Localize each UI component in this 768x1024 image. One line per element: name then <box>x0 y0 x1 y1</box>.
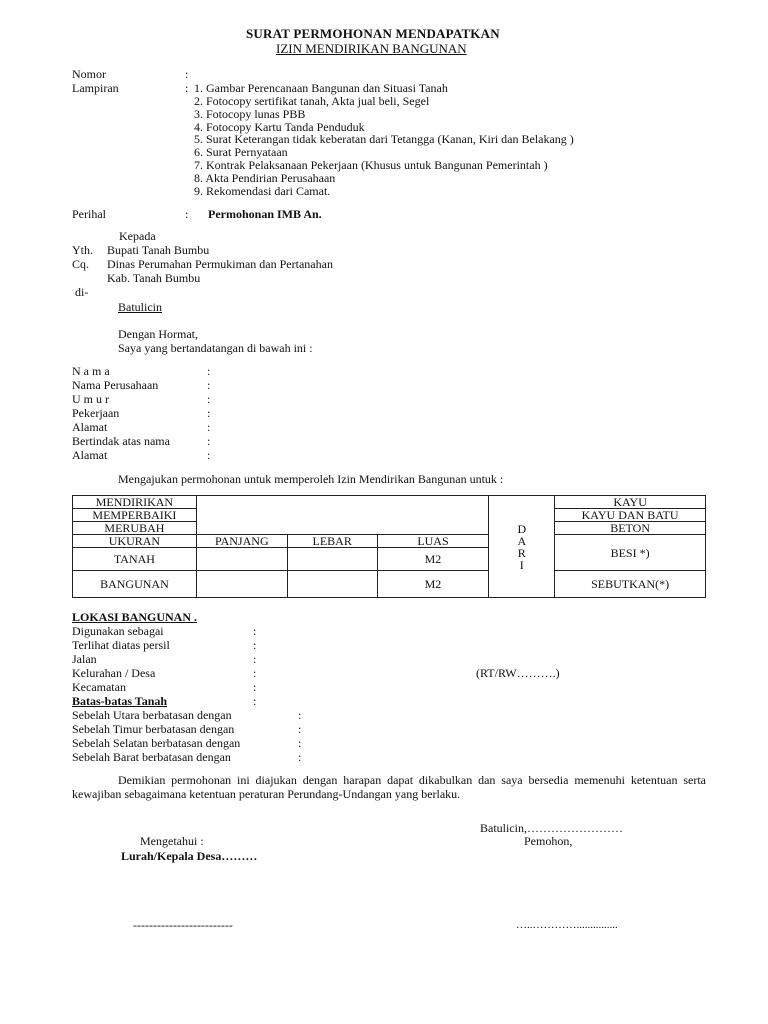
dari-letter: A <box>517 533 527 548</box>
batas-label: Sebelah Barat berbatasan dengan <box>72 750 231 764</box>
perihal-label: Perihal <box>72 207 106 221</box>
lokasi-title: LOKASI BANGUNAN . <box>72 610 198 624</box>
cell-beton: BETON <box>555 522 706 535</box>
place-date: Batulicin,…………………… <box>480 821 623 835</box>
kepada: Kepada <box>119 229 156 243</box>
di-label: di- <box>75 285 89 299</box>
identity-label: Bertindak atas nama <box>72 434 170 448</box>
cell-mendirikan: MENDIRIKAN <box>73 496 197 509</box>
lokasi-title-text: LOKASI BANGUNAN <box>72 610 192 624</box>
cq-value: Dinas Perumahan Permukiman dan Pertanahan <box>107 257 333 271</box>
lokasi-colon: : <box>253 680 257 694</box>
lampiran-item: 3. Fotocopy lunas PBB <box>194 107 306 121</box>
document-title: SURAT PERMOHONAN MENDAPATKAN <box>246 26 500 41</box>
cell-bangunan: BANGUNAN <box>73 571 197 598</box>
pemohon: Pemohon, <box>524 834 573 848</box>
batas-colon: : <box>298 708 302 722</box>
identity-colon: : <box>207 420 211 434</box>
lampiran-item: 2. Fotocopy sertifikat tanah, Akta jual beli, Segel <box>194 94 430 108</box>
cq-label: Cq. <box>72 257 90 271</box>
nomor-colon: : <box>185 67 189 81</box>
building-table <box>72 495 706 598</box>
request-sentence: Mengajukan permohonan untuk memperoleh Izin Mendirikan Bangunan untuk : <box>118 472 504 486</box>
batas-colon: : <box>298 736 302 750</box>
signature-line-left: ------------------------- <box>133 918 233 932</box>
cell-panjang: PANJANG <box>196 535 287 548</box>
batas-colon: : <box>298 750 302 764</box>
greeting: Dengan Hormat, <box>118 327 198 341</box>
cell-merubah: MERUBAH <box>73 522 197 535</box>
dari-letter: D <box>517 521 527 536</box>
lokasi-label: Terlihat diatas persil <box>72 638 170 652</box>
perihal-colon: : <box>185 207 189 221</box>
batas-colon: : <box>298 722 302 736</box>
yth-value: Bupati Tanah Bumbu <box>107 243 210 257</box>
signature-line-right: …..…………............... <box>516 919 618 931</box>
lokasi-label: Kelurahan / Desa <box>72 666 156 680</box>
lampiran-item: 4. Fotocopy Kartu Tanda Penduduk <box>194 120 365 134</box>
cell-kayu-batu: KAYU DAN BATU <box>555 509 706 522</box>
cell-bangunan-panjang <box>196 571 287 598</box>
batas-title <box>72 694 253 708</box>
mengetahui: Mengetahui : <box>140 834 204 848</box>
cell-ukuran: UKURAN <box>73 535 197 548</box>
lokasi-label: Kecamatan <box>72 680 126 694</box>
cell-tanah: TANAH <box>73 548 197 571</box>
lokasi-label: Digunakan sebagai <box>72 624 164 638</box>
yth-label: Yth. <box>72 243 93 257</box>
cell-sebutkan: SEBUTKAN(*) <box>555 571 706 598</box>
identity-colon: : <box>207 448 211 462</box>
identity-label: Alamat <box>72 420 108 434</box>
dari-letter: R <box>517 545 526 560</box>
cell-bangunan-lebar <box>287 571 377 598</box>
identity-colon: : <box>207 434 211 448</box>
kabupaten: Kab. Tanah Bumbu <box>107 271 201 285</box>
batulicin: Batulicin <box>118 300 162 314</box>
batas-title-text: Batas-batas Tanah <box>72 694 168 708</box>
cell-blank-top <box>196 496 488 535</box>
lampiran-item: 9. Rekomendasi dari Camat. <box>194 184 331 198</box>
lampiran-label: Lampiran <box>72 81 119 95</box>
cell-tanah-m2: M2 <box>377 548 489 571</box>
lampiran-item: 5. Surat Keterangan tidak keberatan dari Tetangga (Kanan, Kiri dan Belakang ) <box>194 132 574 146</box>
cell-luas: LUAS <box>377 535 489 548</box>
cell-tanah-lebar <box>287 548 377 571</box>
identity-colon: : <box>207 406 211 420</box>
closing-paragraph <box>72 773 706 801</box>
dari-letter: I <box>519 557 524 572</box>
lokasi-colon: : <box>253 652 257 666</box>
cell-tanah-panjang <box>196 548 287 571</box>
lokasi-colon: : <box>253 638 257 652</box>
cell-memperbaiki: MEMPERBAIKI <box>73 509 197 522</box>
identity-label: U m u r <box>72 392 109 406</box>
closing-text: Demikian permohonan ini diajukan dengan harapan dapat dikabulkan dan saya bersedia memenuhi ketentuan serta kewajiban sebagaimana ketentuan peraturan Perundang-Undangan yang berlaku. <box>72 773 706 801</box>
lokasi-colon: : <box>253 666 257 680</box>
perihal-value: Permohonan IMB An. <box>208 207 322 221</box>
batas-label: Sebelah Selatan berbatasan dengan <box>72 736 241 750</box>
lokasi-label: Jalan <box>72 652 97 666</box>
intro-line: Saya yang bertandatangan di bawah ini : <box>118 341 313 355</box>
identity-colon: : <box>207 364 211 378</box>
identity-label: Alamat <box>72 448 108 462</box>
lokasi-colon: : <box>253 624 257 638</box>
identity-colon: : <box>207 378 211 392</box>
identity-label: Nama Perusahaan <box>72 378 159 392</box>
cell-dari <box>489 496 555 598</box>
identity-label: Pekerjaan <box>72 406 120 420</box>
batas-label: Sebelah Utara berbatasan dengan <box>72 708 232 722</box>
lurah-label: Lurah/Kepala Desa……… <box>121 849 258 863</box>
cell-kayu: KAYU <box>555 496 706 509</box>
identity-label: N a m a <box>72 364 110 378</box>
lampiran-item: 1. Gambar Perencanaan Bangunan dan Situasi Tanah <box>194 81 448 95</box>
cell-bangunan-m2: M2 <box>377 571 489 598</box>
rt-rw: (RT/RW……….) <box>476 666 560 680</box>
nomor-label: Nomor <box>72 67 106 81</box>
identity-colon: : <box>207 392 211 406</box>
lampiran-item: 8. Akta Pendirian Perusahaan <box>194 171 336 185</box>
lampiran-item: 6. Surat Pernyataan <box>194 145 288 159</box>
lampiran-colon: : <box>185 81 189 95</box>
batas-label: Sebelah Timur berbatasan dengan <box>72 722 235 736</box>
batas-title-colon: : <box>253 694 257 708</box>
lampiran-item: 7. Kontrak Pelaksanaan Pekerjaan (Khusus untuk Bangunan Pemerintah ) <box>194 158 548 172</box>
cell-besi: BESI *) <box>555 535 706 571</box>
document-subtitle: IZIN MENDIRIKAN BANGUNAN <box>276 41 467 56</box>
cell-lebar: LEBAR <box>287 535 377 548</box>
